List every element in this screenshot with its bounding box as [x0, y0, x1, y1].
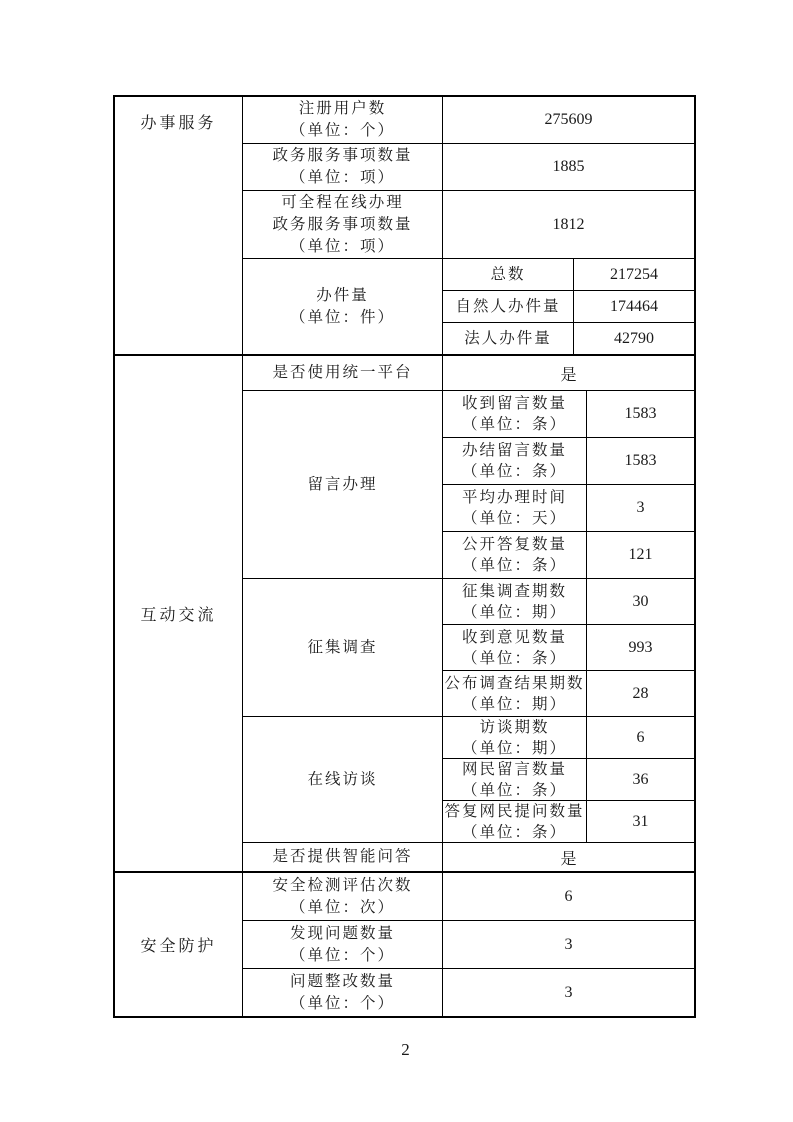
table-subrow — [443, 290, 694, 322]
item-label-cell — [243, 717, 443, 842]
page-number: 2 — [401, 1040, 410, 1059]
sub-label-line: 办结留言数量 — [461, 442, 567, 459]
category-cell: 互动交流 — [115, 356, 243, 871]
sub-unit-line: （单位：天） — [461, 510, 567, 527]
item-unit-line: （单位：个） — [289, 122, 395, 139]
table-subrow — [443, 322, 694, 354]
item-label-line: 安全检测评估次数 — [272, 876, 413, 894]
item-label-line: 发现问题数量 — [289, 924, 395, 942]
item-label-cell — [243, 579, 443, 716]
table-subrow — [443, 800, 694, 842]
sub-unit-line: （单位：条） — [461, 463, 567, 480]
item-label-line: 注册用户数 — [298, 100, 387, 117]
table-subrow — [443, 579, 694, 624]
sub-label-cell — [443, 291, 574, 322]
sub-unit-line: （单位：期） — [461, 695, 567, 713]
category-cell: 办事服务 — [115, 97, 243, 354]
sub-label-cell — [443, 759, 587, 800]
sub-value-cell: 217254 — [610, 265, 658, 283]
item-label-line: 是否提供智能问答 — [272, 848, 413, 865]
sub-label-line: 总数 — [490, 266, 526, 283]
table-subrow — [443, 670, 694, 716]
sub-label-cell — [443, 438, 587, 484]
sub-label-line: 自然人办件量 — [455, 298, 561, 315]
sub-label-cell — [443, 579, 587, 624]
table-row — [243, 190, 694, 258]
table-row — [243, 143, 694, 190]
table-row — [243, 258, 694, 354]
table-row — [243, 873, 694, 920]
subrows — [443, 717, 694, 842]
subrows — [443, 579, 694, 716]
sub-label-cell — [443, 717, 587, 758]
item-label-line: 可全程在线办理 — [281, 193, 404, 211]
sub-label-cell — [443, 323, 574, 354]
sub-label-line: 网民留言数量 — [461, 760, 567, 778]
section-body — [243, 97, 694, 354]
item-label-cell — [243, 969, 443, 1016]
section-body — [243, 873, 694, 1016]
item-value-cell: 是 — [560, 366, 577, 384]
item-label-cell — [243, 259, 443, 354]
item-label-line: 办件量 — [316, 286, 369, 304]
item-label-cell — [243, 144, 443, 190]
sub-label-line: 答复网民提问数量 — [444, 802, 585, 820]
table-row — [243, 716, 694, 842]
item-label-cell — [243, 391, 443, 578]
sub-label-line: 收到意见数量 — [461, 628, 567, 646]
item-value-cell: 3 — [564, 983, 573, 1001]
sub-value-cell: 36 — [632, 770, 649, 788]
table-subrow — [443, 437, 694, 484]
sub-label-line: 公布调查结果期数 — [444, 674, 585, 692]
sub-value-cell: 42790 — [614, 329, 654, 347]
item-value-cell: 1812 — [552, 215, 585, 233]
sub-value-cell: 3 — [636, 499, 645, 516]
table-subrow — [443, 484, 694, 531]
sub-label-cell — [443, 625, 587, 670]
item-label-line: 问题整改数量 — [289, 972, 395, 990]
sub-unit-line: （单位：条） — [461, 557, 567, 574]
table-subrow — [443, 259, 694, 290]
table-row — [243, 968, 694, 1016]
sub-label-cell — [443, 391, 587, 437]
item-value-cell: 是 — [560, 850, 577, 868]
item-label-line: 政务服务事项数量 — [272, 215, 413, 233]
sub-value-cell: 1583 — [624, 452, 657, 469]
item-label-cell — [243, 843, 443, 871]
item-unit-line: （单位：项） — [289, 237, 395, 255]
sub-label-cell — [443, 485, 587, 531]
sub-value-cell: 993 — [628, 638, 653, 656]
sub-value-cell: 121 — [628, 546, 653, 563]
sub-value-cell: 6 — [636, 728, 645, 746]
table-row — [243, 842, 694, 871]
table-row — [243, 97, 694, 143]
sub-unit-line: （单位：条） — [461, 781, 567, 799]
report-table — [113, 95, 696, 1018]
table-row — [243, 578, 694, 716]
item-label-line: 在线访谈 — [307, 770, 378, 788]
table-subrow — [443, 531, 694, 578]
item-label-line: 是否使用统一平台 — [272, 364, 413, 381]
section-body — [243, 356, 694, 871]
table-row — [243, 390, 694, 578]
sub-label-cell — [443, 259, 574, 290]
sub-label-line: 平均办理时间 — [461, 489, 567, 506]
sub-unit-line: （单位：条） — [461, 823, 567, 841]
sub-value-cell: 30 — [632, 592, 649, 610]
item-label-cell — [243, 873, 443, 920]
table-subrow — [443, 717, 694, 758]
sub-label-cell — [443, 532, 587, 578]
subrows — [443, 259, 694, 354]
table-subrow — [443, 758, 694, 800]
table-subrow — [443, 624, 694, 670]
item-unit-line: （单位：件） — [289, 308, 395, 326]
section-service — [115, 97, 694, 354]
item-label-line: 留言办理 — [307, 475, 378, 493]
sub-label-line: 征集调查期数 — [461, 582, 567, 600]
item-unit-line: （单位：项） — [289, 169, 395, 186]
table-subrow — [443, 391, 694, 437]
table-row — [243, 920, 694, 968]
item-label-line: 征集调查 — [307, 638, 378, 656]
item-value-cell: 275609 — [544, 111, 593, 128]
sub-value-cell: 174464 — [610, 297, 658, 315]
item-label-cell — [243, 921, 443, 968]
item-unit-line: （单位：个） — [289, 994, 395, 1012]
sub-label-cell — [443, 671, 587, 716]
sub-label-line: 访谈期数 — [479, 718, 550, 736]
sub-unit-line: （单位：条） — [461, 416, 567, 433]
sub-value-cell: 31 — [632, 812, 649, 830]
item-label-cell — [243, 191, 443, 258]
item-value-cell: 6 — [564, 887, 573, 905]
item-unit-line: （单位：次） — [289, 898, 395, 916]
sub-unit-line: （单位：期） — [461, 739, 567, 757]
sub-label-line: 公开答复数量 — [461, 536, 567, 553]
sub-label-line: 收到留言数量 — [461, 395, 567, 412]
item-label-line: 政务服务事项数量 — [272, 147, 413, 164]
sub-unit-line: （单位：条） — [461, 649, 567, 667]
section-security — [115, 871, 694, 1016]
item-label-cell — [243, 97, 443, 143]
item-value-cell: 1885 — [552, 158, 585, 175]
sub-value-cell: 1583 — [624, 405, 657, 422]
category-cell: 安全防护 — [115, 873, 243, 1016]
section-interaction — [115, 354, 694, 871]
sub-label-line: 法人办件量 — [464, 330, 552, 347]
item-label-cell — [243, 356, 443, 390]
sub-value-cell: 28 — [632, 684, 649, 702]
sub-unit-line: （单位：期） — [461, 603, 567, 621]
item-unit-line: （单位：个） — [289, 946, 395, 964]
subrows — [443, 391, 694, 578]
table-row — [243, 356, 694, 390]
item-value-cell: 3 — [564, 935, 573, 953]
sub-label-cell — [443, 801, 587, 842]
